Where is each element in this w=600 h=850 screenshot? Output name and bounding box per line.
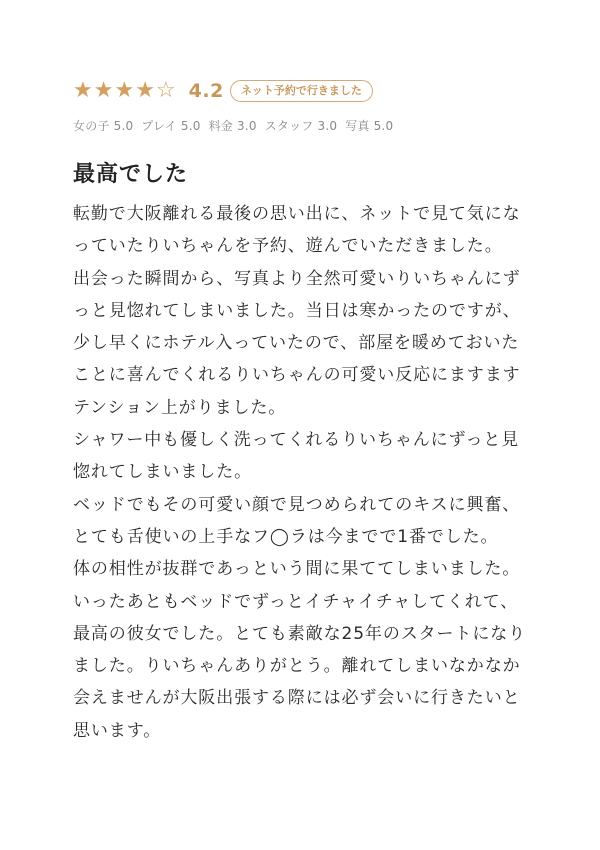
- review-paragraph: 転勤で大阪離れる最後の思い出に、ネットで見て気になっていたりいちゃんを予約、遊んでいただきました。: [73, 204, 521, 257]
- rating-row: [73, 76, 600, 106]
- review-paragraph: ベッドでもその可愛い顔で見つめられてのキスに興奮、とても舌使いの上手なフ◯ラは今までで1番でした。: [73, 494, 521, 547]
- review-body: [73, 198, 528, 747]
- reservation-badge: ネット予約で行きました: [230, 80, 373, 102]
- review-paragraph: 出会った瞬間から、写真より全然可愛いりいちゃんにずっと見惚れてしまいました。当日は寒かったのですが、少し早くにホテル入っていたので、部屋を暖めておいたことに喜んでくれるりいちゃんの可愛い反応にますますテンション上がりました。: [73, 268, 521, 418]
- filled-star-icon: ★: [73, 78, 93, 103]
- filled-star-icon: ★: [135, 78, 155, 103]
- filled-star-icon: ★: [93, 78, 114, 103]
- score-price: 料金 3.0: [208, 119, 257, 133]
- filled-star-icon: ★: [114, 78, 135, 103]
- empty-star-icon: ☆: [155, 78, 176, 103]
- category-scores: [73, 117, 600, 134]
- score-staff: スタッフ 3.0: [264, 119, 338, 133]
- review-paragraph: 体の相性が抜群であっという間に果ててしまいました。いったあともベッドでずっとイチャイチャしてくれて、最高の彼女でした。とても素敵な25年のスタートになりました。りいちゃんありがとう。離れてしまいなかなか会えませんが大阪出張する際には必ず会いに行きたいと思います。: [73, 559, 527, 741]
- rating-score: 4.2: [188, 80, 224, 102]
- star-rating: [73, 80, 177, 102]
- score-girl: 女の子 5.0: [73, 119, 134, 133]
- review-title: 最高でした: [73, 162, 189, 187]
- score-photo: 写真 5.0: [345, 119, 394, 133]
- score-play: プレイ 5.0: [141, 119, 201, 133]
- review-paragraph: シャワー中も優しく洗ってくれるりいちゃんにずっと見惚れてしまいました。: [73, 430, 520, 483]
